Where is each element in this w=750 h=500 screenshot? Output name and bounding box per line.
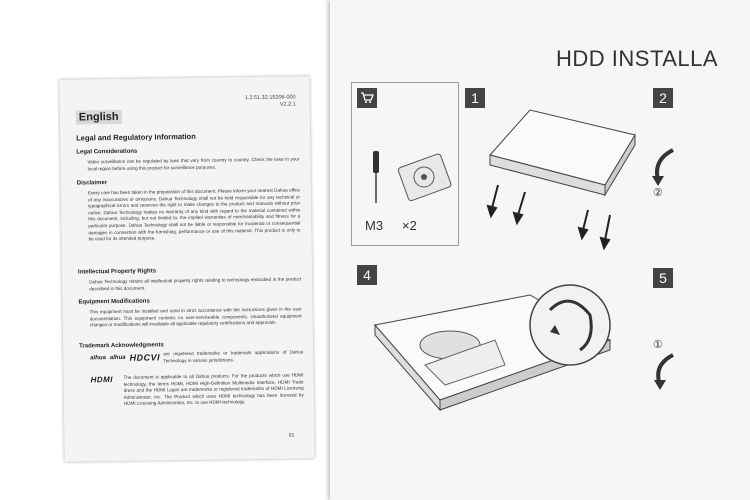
step-1-number: 1: [465, 88, 485, 108]
section-heading-legal: Legal Considerations: [76, 148, 138, 156]
step-5-number: 5: [653, 268, 673, 288]
trademark-text: are registered trademarks or trademark applications of Dahua Technology in various jurisdictions.: [163, 349, 304, 363]
section-body-ip: Dahua Technology retains all intellectual property rights relating to technology embodied in the product described in this document.: [89, 276, 302, 291]
screw-quantity-label: ×2: [402, 218, 417, 233]
step-4-illustration: [355, 280, 635, 420]
dahua-logo-2: alhua: [109, 354, 126, 362]
hdcvi-logo: HDCVI: [129, 352, 161, 363]
step-2-circle-mark: ②: [653, 187, 663, 199]
step-4-number: 4: [357, 265, 377, 285]
installation-manual-page: [330, 0, 750, 500]
screw-size-label: M3: [365, 218, 384, 233]
trademark-logos: [90, 352, 160, 363]
step-5-circle-mark: ①: [653, 339, 663, 351]
section-body-modifications: This equipment must be installed and used in strict accordance with the instructions given in the user documentation. This equipment contains no user-serviceable components. Unauthorized equipment changes or modifications will invalidate all applicable regulatory certifications and approvals.: [89, 306, 302, 328]
page-number: 01: [288, 432, 295, 439]
leaflet-title: Legal and Regulatory Information: [76, 131, 196, 143]
section-heading-ip: Intellectual Property Rights: [77, 268, 157, 276]
page-title: HDD INSTALLA: [556, 46, 719, 71]
dahua-logo-1: alhua: [90, 355, 106, 362]
rotate-arrow-icon-2: [648, 350, 688, 390]
rotate-arrow-icon: [648, 140, 688, 210]
section-heading-modifications: Equipment Modifications: [78, 298, 150, 306]
section-body-disclaimer: Every care has been taken in the preparation of this document. Please inform your nearest Dahua office of any inaccuracies or omissions. Dahua Technology shall not be held responsible for any technical or typographical errors and reserves the right to make changes to the product and manuals without prior notice. Dahua Technology makes no warranty of any kind with regard to the material contained within this document, including, but not limited to, the implied warranties of merchantability and fitness for a particular purpose. Dahua Technology shall not be liable or responsible for incidental or consequential damages in connection with the furnishing, performance or use of this material. This product is only to be used for its intended purpose.: [87, 187, 301, 242]
version-sub: V2.2.1: [279, 101, 296, 108]
section-body-legal: Video surveillance can be regulated by laws that vary from country to country. Check the laws in your local region before using this product for surveillance purposes.: [87, 156, 300, 171]
version-code: 1.2.51.32.15206-000: [244, 94, 296, 102]
cart-icon: [357, 88, 377, 108]
hdmi-text: The document is applicable to all Dahua products. For the products which use HDMI technology, the terms HDMI, HDMI High-Definition Multimedia Interface, HDMI Trade dress and the HDMI Logos are trademarks or registered trademarks of HDMI Licensing Administrator, Inc. The Product which uses HDMI technology has been licensed by HDMI Licensing Administrator, Inc. to use HDMI technology.: [123, 372, 304, 407]
parts-illustration: [360, 145, 455, 215]
section-heading-trademark: Trademark Acknowledgments: [79, 342, 164, 350]
legal-leaflet: [59, 76, 314, 461]
section-heading-disclaimer: Disclaimer: [76, 180, 108, 187]
language-heading: English: [76, 110, 122, 125]
hdmi-logo: HDMI: [90, 375, 114, 385]
step-1-illustration: [470, 100, 650, 260]
step-2-number: 2: [653, 88, 673, 108]
document-version: [245, 94, 296, 109]
